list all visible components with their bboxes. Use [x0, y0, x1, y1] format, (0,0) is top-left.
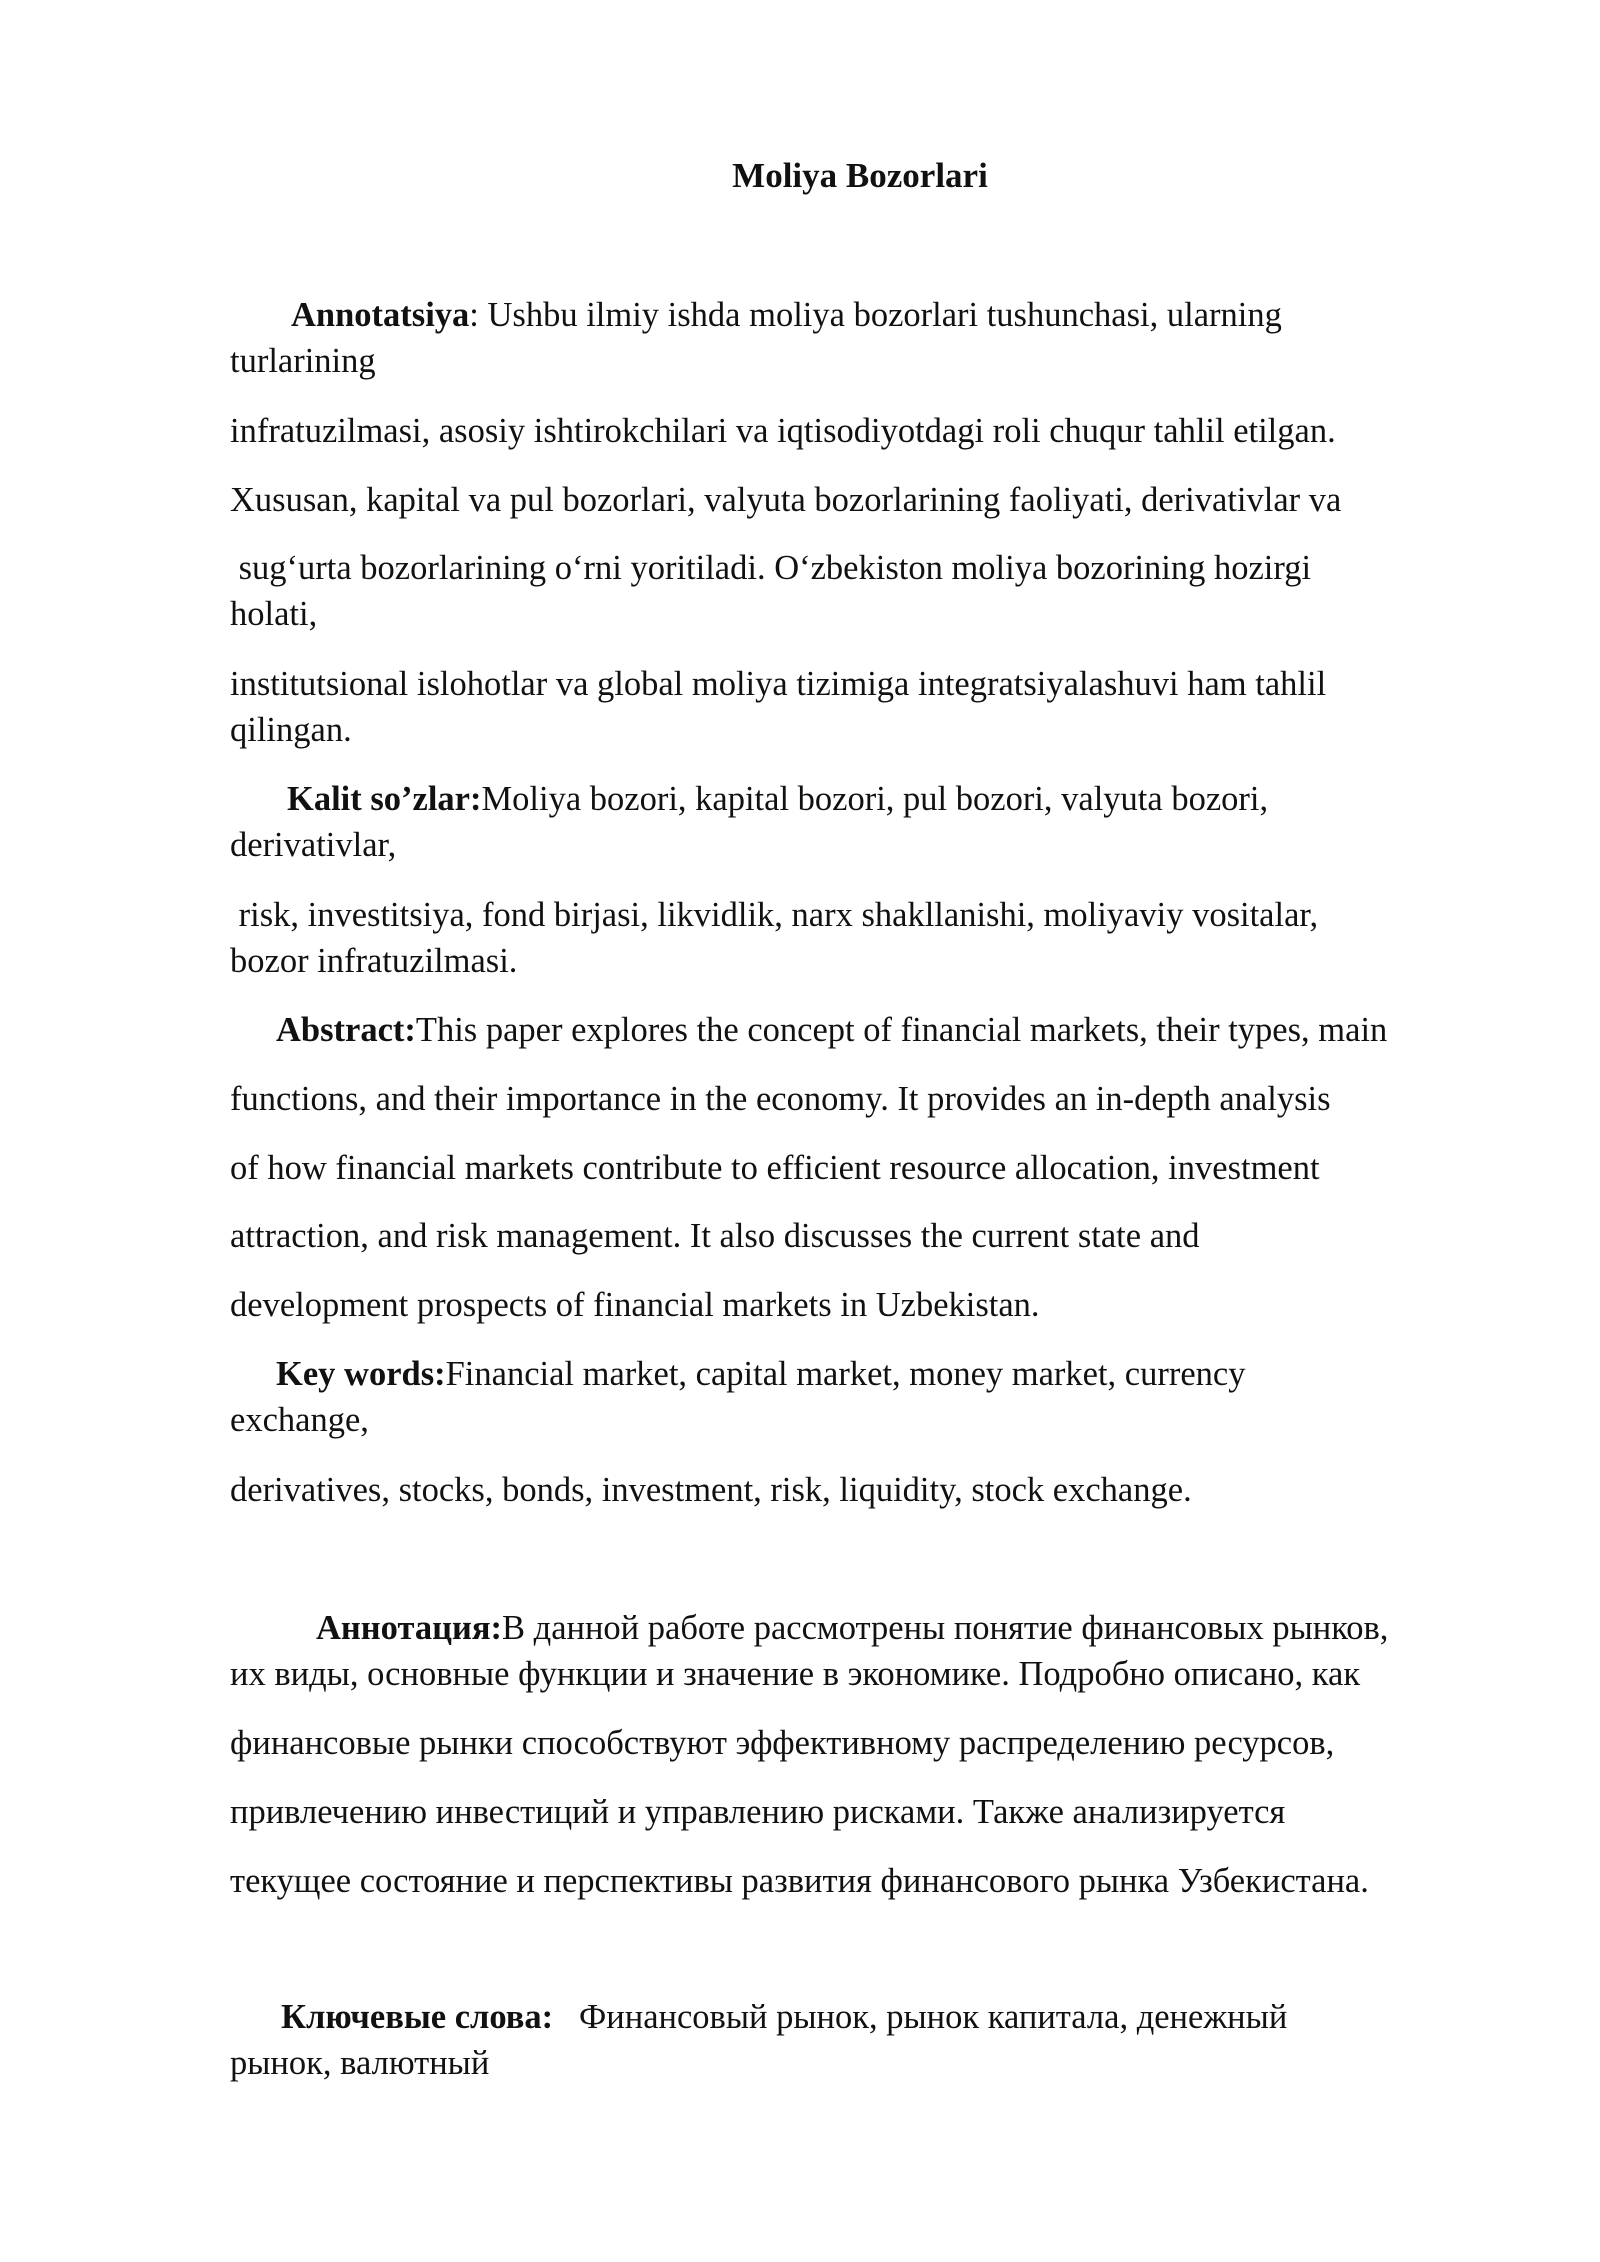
annotatsiya-label: Annotatsiya: [291, 296, 470, 334]
kalit-sozlar-line-1: [230, 776, 1530, 822]
annotatsiya-ru-line-2: их виды, основные функции и значение в экономике. Подробно описано, как: [230, 1655, 1361, 1693]
annotatsiya-section: [230, 292, 1530, 384]
abstract-continued-2: [230, 1145, 1530, 1191]
abstract-continued-4: [230, 1282, 1530, 1328]
annotatsiya-line-2: turlarining: [230, 342, 376, 380]
kalit-sozlar-text: Moliya bozori, kapital bozori, pul bozori, valyuta bozori,: [481, 780, 1269, 818]
key-words-label: Key words:: [276, 1355, 446, 1393]
kalit-sozlar-section: [230, 776, 1530, 868]
kalit-sozlar-line-4: bozor infratuzilmasi.: [230, 942, 518, 980]
annotatsiya-line-3: infratuzilmasi, asosiy ishtirokchilari va iqtisodiyotdagi roli chuqur tahlil etilgan.: [230, 412, 1336, 450]
annotatsiya-ru-continued-3: [230, 1858, 1570, 1904]
abstract-line-5: development prospects of financial markets in Uzbekistan.: [230, 1286, 1040, 1324]
abstract-line-1: [230, 1007, 1570, 1053]
abstract-line-4: attraction, and risk management. It also discusses the current state and: [230, 1217, 1200, 1255]
klyuchevye-slova-text: Финансовый рынок, рынок капитала, денежный: [553, 1998, 1288, 2036]
abstract-text: This paper explores the concept of financial markets, their types, main: [415, 1011, 1388, 1049]
annotatsiya-continued: [230, 408, 1530, 454]
document-title: Moliya Bozorlari: [732, 156, 988, 195]
kalit-sozlar-label: Kalit so’zlar:: [287, 780, 482, 818]
annotatsiya-line-6: holati,: [230, 595, 318, 633]
kalit-sozlar-line-2: derivativlar,: [230, 826, 397, 864]
key-words-line-1: [230, 1351, 1530, 1397]
annotatsiya-ru-line-1: [230, 1605, 1570, 1651]
annotatsiya-ru-line-4: привлечению инвестиций и управлению рисками. Также анализируется: [230, 1793, 1286, 1831]
key-words-line-2: exchange,: [230, 1401, 369, 1439]
klyuchevye-slova-line-1: [230, 1994, 1530, 2040]
annotatsiya-ru-continued-1: [230, 1720, 1530, 1766]
klyuchevye-slova-line-2: рынок, валютный: [230, 2044, 490, 2082]
abstract-line-2: functions, and their importance in the economy. It provides an in-depth analysis: [230, 1080, 1331, 1118]
klyuchevye-slova-label: Ключевые слова:: [281, 1998, 554, 2036]
abstract-continued-3: [230, 1213, 1530, 1259]
key-words-line-3: derivatives, stocks, bonds, investment, risk, liquidity, stock exchange.: [230, 1471, 1192, 1509]
annotatsiya-line-1: [230, 292, 1530, 338]
klyuchevye-slova-section: [230, 1994, 1530, 2086]
annotatsiya-ru-text: В данной работе рассмотрены понятие финансовых рынков,: [502, 1609, 1389, 1647]
annotatsiya-line-7: institutsional islohotlar va global moliya tizimiga integratsiyalashuvi ham tahlil: [230, 665, 1327, 703]
abstract-line-3: of how financial markets contribute to efficient resource allocation, investment: [230, 1149, 1320, 1187]
annotatsiya-continued-4: [230, 661, 1530, 753]
abstract-label: Abstract:: [276, 1011, 416, 1049]
annotatsiya-ru-line-5: текущее состояние и перспективы развития финансового рынка Узбекистана.: [230, 1862, 1369, 1900]
annotatsiya-line-4: Xususan, kapital va pul bozorlari, valyuta bozorlarining faoliyati, derivativlar va: [230, 481, 1342, 519]
annotatsiya-text: : Ushbu ilmiy ishda moliya bozorlari tushunchasi, ularning: [469, 296, 1282, 334]
annotatsiya-continued-2: [230, 477, 1530, 523]
kalit-sozlar-continued: [230, 892, 1530, 984]
annotatsiya-continued-3: [230, 545, 1530, 637]
annotatsiya-ru-label: Аннотация:: [316, 1609, 502, 1647]
kalit-sozlar-line-3: risk, investitsiya, fond birjasi, likvidlik, narx shakllanishi, moliyaviy vositalar,: [230, 896, 1319, 934]
key-words-section: [230, 1351, 1530, 1443]
annotatsiya-ru-line-3: финансовые рынки способствуют эффективному распределению ресурсов,: [230, 1724, 1335, 1762]
abstract-continued-1: [230, 1076, 1530, 1122]
annotatsiya-line-5: sug‘urta bozorlarining o‘rni yoritiladi. O‘zbekiston moliya bozorining hozirgi: [230, 549, 1312, 587]
annotatsiya-line-8: qilingan.: [230, 711, 352, 749]
key-words-continued: [230, 1467, 1530, 1513]
annotatsiya-ru-section: [230, 1605, 1570, 1697]
key-words-text: Financial market, capital market, money market, currency: [445, 1355, 1246, 1393]
annotatsiya-ru-continued-2: [230, 1789, 1530, 1835]
abstract-section: [230, 1007, 1570, 1053]
